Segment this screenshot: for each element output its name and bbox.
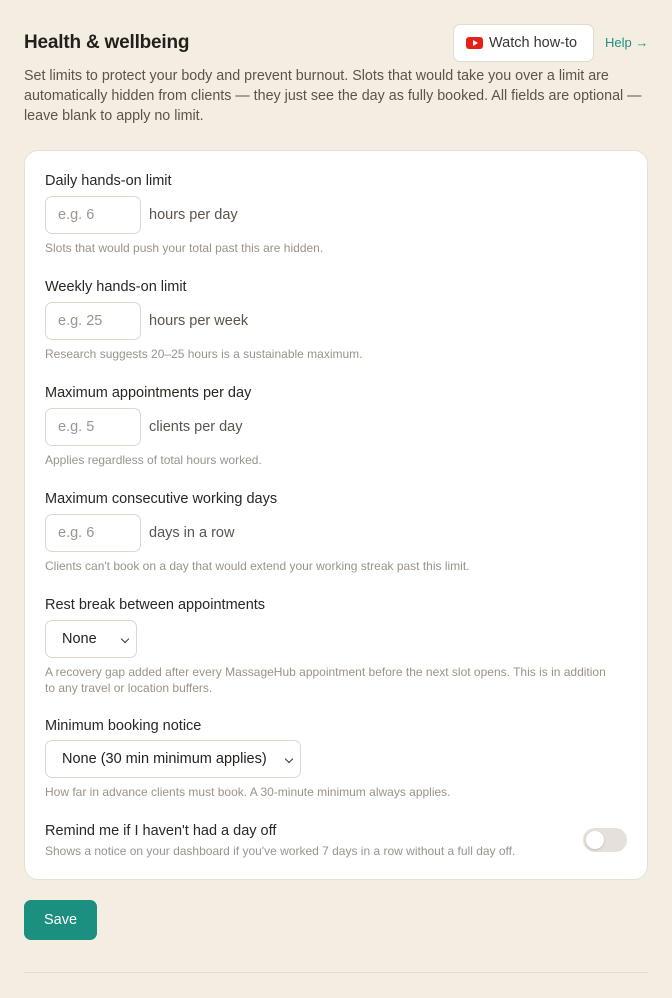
weekly-limit-hint: Research suggests 20–25 hours is a sustainable maximum. bbox=[45, 347, 363, 361]
rest-break-select[interactable] bbox=[45, 620, 137, 658]
weekly-limit-unit: hours per week bbox=[149, 313, 249, 329]
consecutive-days-field bbox=[45, 489, 625, 574]
divider bbox=[24, 972, 648, 973]
watch-how-to-button[interactable] bbox=[453, 24, 594, 62]
rest-break-value: None bbox=[62, 631, 97, 647]
weekly-limit-field bbox=[45, 277, 625, 362]
day-off-reminder-field bbox=[45, 821, 625, 859]
consecutive-days-hint: Clients can't book on a day that would extend your working streak past this limit. bbox=[45, 559, 470, 573]
booking-notice-select[interactable] bbox=[45, 740, 301, 778]
booking-notice-hint: How far in advance clients must book. A 30-minute minimum always applies. bbox=[45, 785, 451, 799]
rest-break-label: Rest break between appointments bbox=[45, 597, 266, 613]
rest-break-field bbox=[45, 595, 625, 696]
limits-card bbox=[24, 150, 648, 880]
booking-notice-label: Minimum booking notice bbox=[45, 718, 202, 734]
booking-notice-value: None (30 min minimum applies) bbox=[62, 751, 267, 767]
daily-limit-hint: Slots that would push your total past this are hidden. bbox=[45, 241, 324, 255]
help-link[interactable]: Help → bbox=[605, 35, 649, 50]
consecutive-days-label: Maximum consecutive working days bbox=[45, 491, 278, 507]
health-wellbeing-page bbox=[24, 0, 648, 998]
rest-break-hint: A recovery gap added after every MassageHub appointment before the next slot opens. This is in addition to any travel or location buffers. bbox=[45, 665, 606, 695]
max-appointments-label: Maximum appointments per day bbox=[45, 385, 252, 401]
max-appointments-hint: Applies regardless of total hours worked. bbox=[45, 453, 262, 467]
day-off-reminder-label: Remind me if I haven't had a day off bbox=[45, 823, 277, 839]
chevron-down-icon bbox=[121, 635, 129, 643]
page-title: Health & wellbeing bbox=[24, 32, 190, 53]
daily-limit-field bbox=[45, 171, 625, 256]
booking-notice-field bbox=[45, 716, 625, 800]
daily-limit-input[interactable] bbox=[45, 196, 141, 234]
save-button[interactable]: Save bbox=[24, 900, 97, 940]
intro-text: Set limits to protect your body and prevent burnout. Slots that would take you over a limit are automatically hidden from clients — they just see the day as fully booked. All fields are optional — leave blank to apply no limit. bbox=[24, 68, 642, 124]
day-off-reminder-toggle[interactable] bbox=[583, 828, 627, 852]
watch-how-to-label: Watch how-to bbox=[489, 35, 578, 51]
chevron-down-icon bbox=[285, 755, 293, 763]
weekly-limit-input[interactable] bbox=[45, 302, 141, 340]
daily-limit-label: Daily hands-on limit bbox=[45, 173, 172, 189]
daily-limit-unit: hours per day bbox=[149, 207, 238, 223]
weekly-limit-label: Weekly hands-on limit bbox=[45, 279, 187, 295]
consecutive-days-input[interactable] bbox=[45, 514, 141, 552]
max-appointments-unit: clients per day bbox=[149, 419, 243, 435]
page-header bbox=[24, 24, 648, 64]
max-appointments-field bbox=[45, 383, 625, 468]
day-off-reminder-hint: Shows a notice on your dashboard if you've worked 7 days in a row without a full day off. bbox=[45, 844, 516, 858]
toggle-knob bbox=[586, 831, 604, 849]
youtube-play-icon bbox=[466, 37, 483, 49]
max-appointments-input[interactable] bbox=[45, 408, 141, 446]
consecutive-days-unit: days in a row bbox=[149, 525, 235, 541]
